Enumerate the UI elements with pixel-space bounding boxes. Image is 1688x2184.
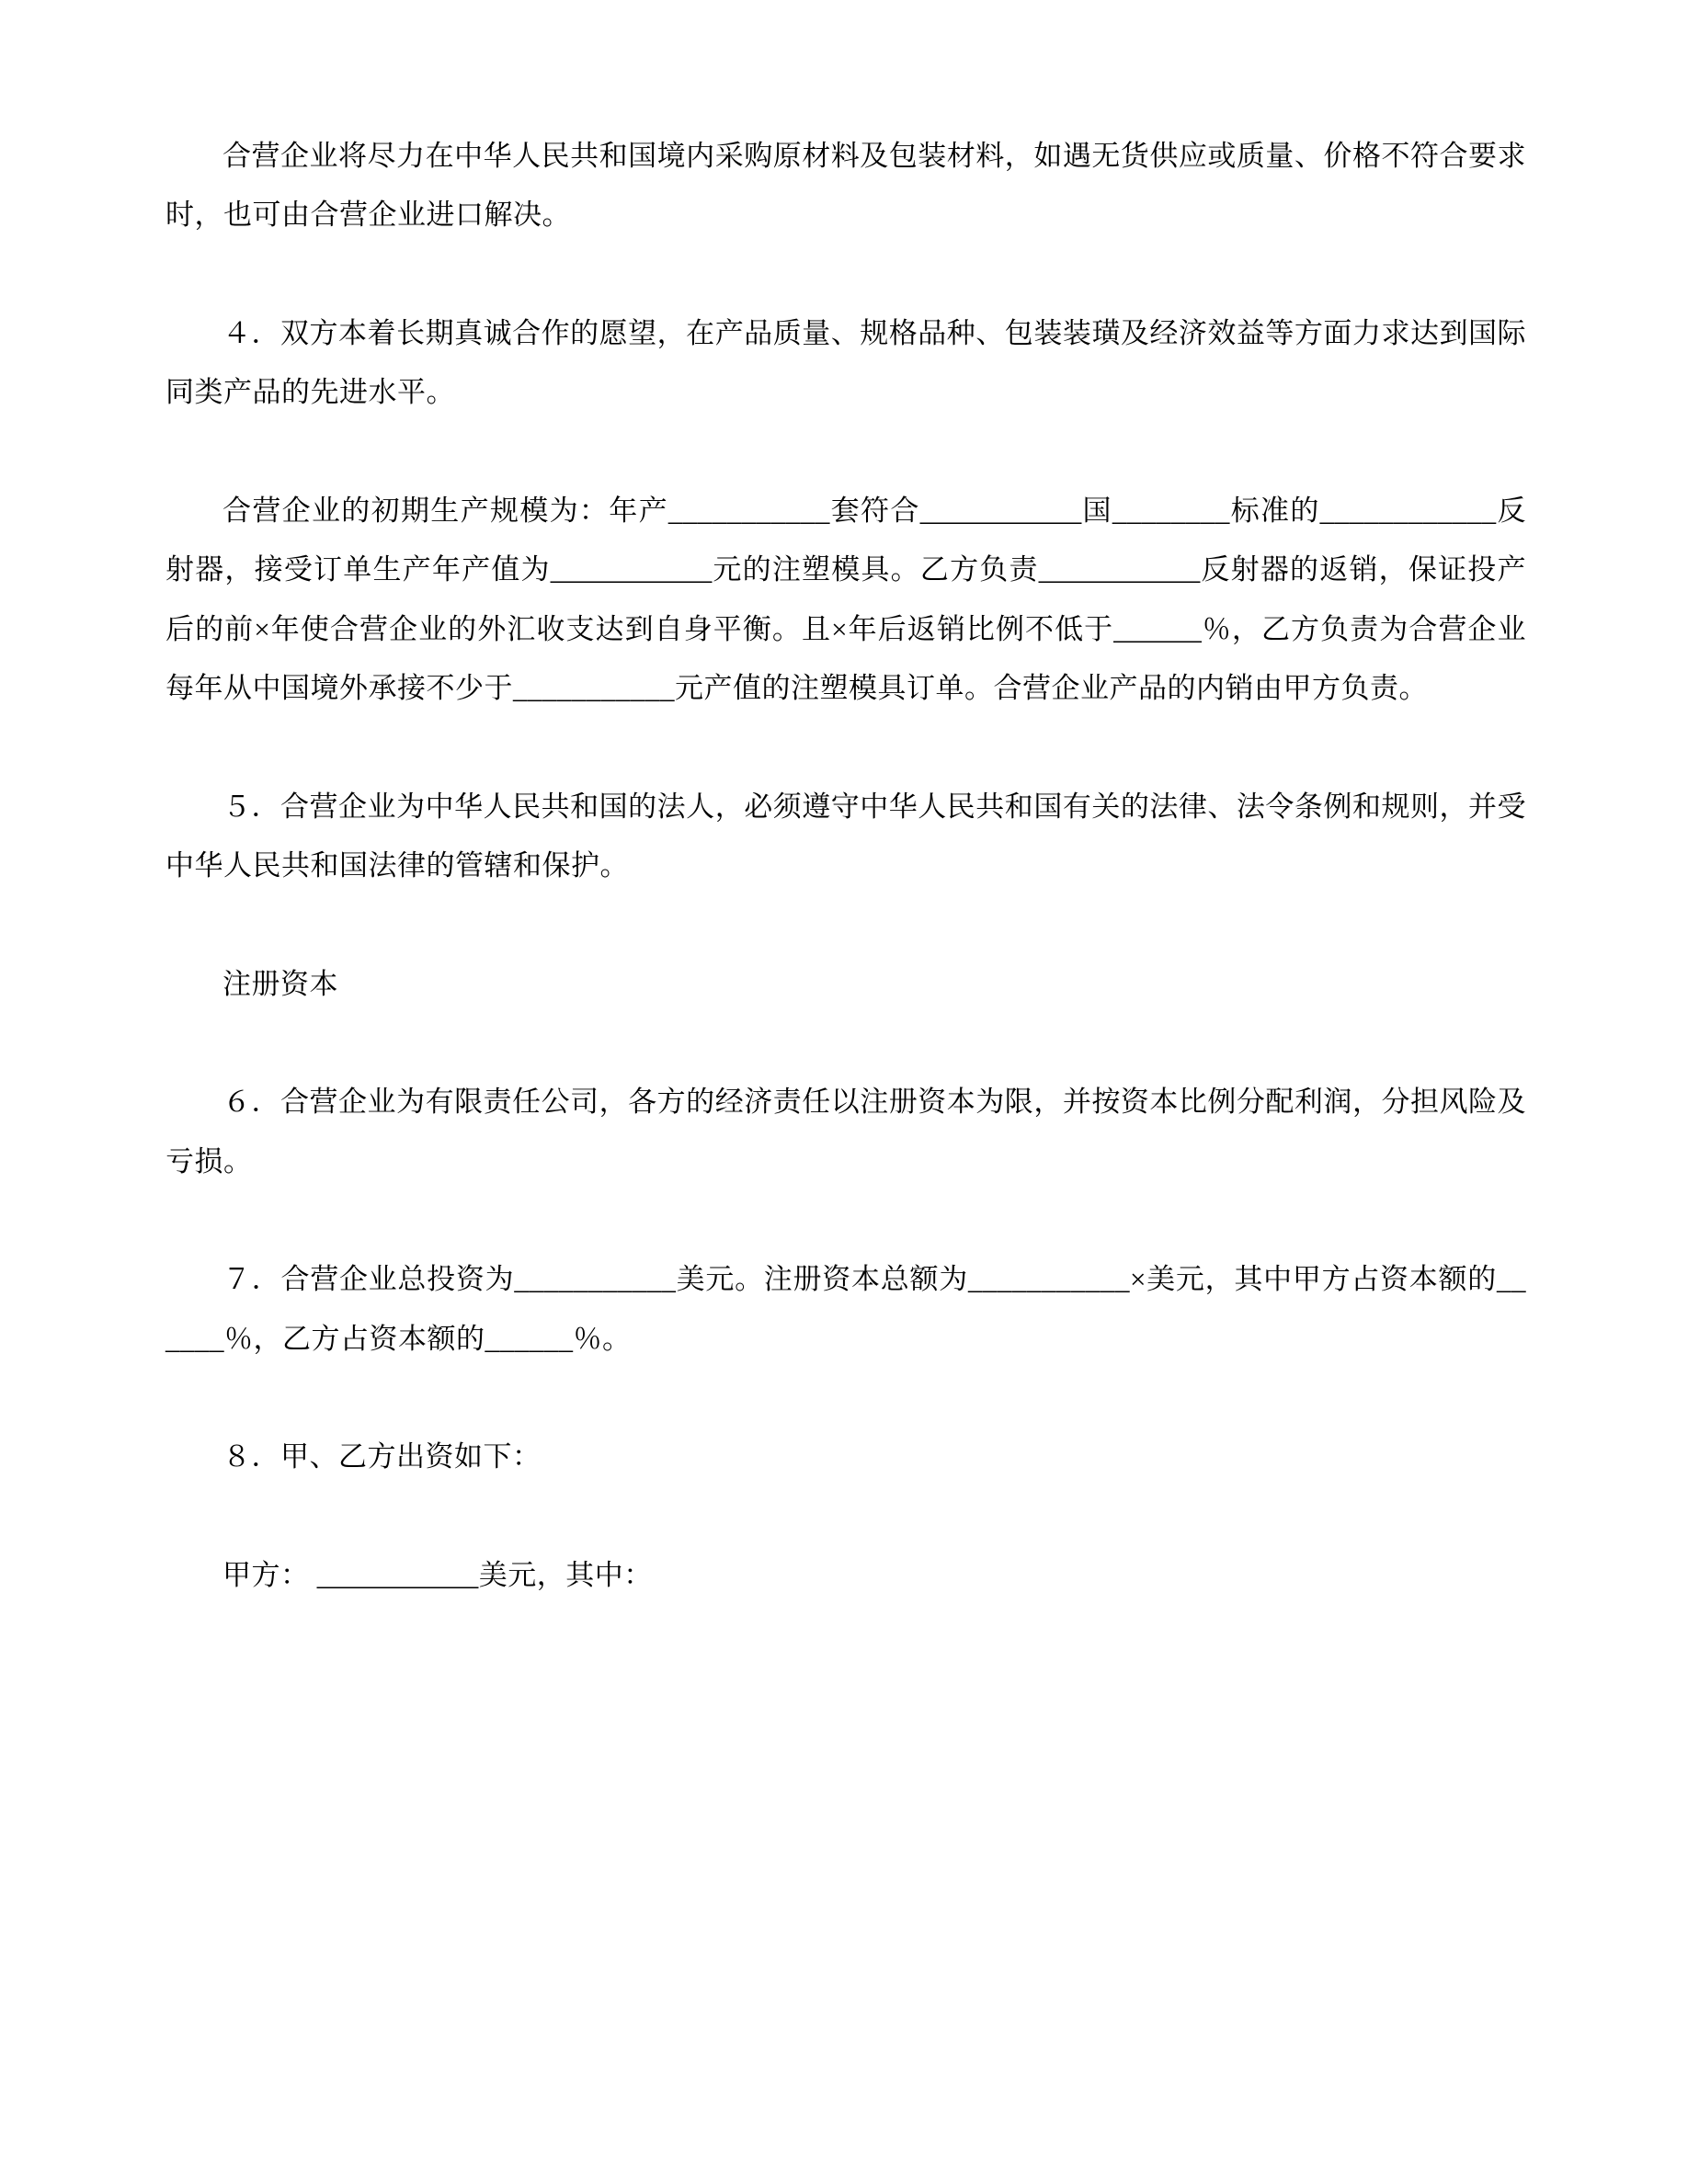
paragraph-clause-4-cooperation: ４．双方本着长期真诚合作的愿望，在产品质量、规格品种、包装装璜及经济效益等方面力求达到国际同类产品的先进水平。: [165, 316, 1526, 409]
paragraph-clause-5-legal-person: ５．合营企业为中华人民共和国的法人，必须遵守中华人民共和国有关的法律、法令条例和规则，并受中华人民共和国法律的管辖和保护。: [165, 790, 1526, 882]
paragraph-material-sourcing: 合营企业将尽力在中华人民共和国境内采购原材料及包装材料，如遇无货供应或质量、价格不符合要求时，也可由合营企业进口解决。: [165, 140, 1526, 232]
paragraph-clause-8-contributions-intro: ８．甲、乙方出资如下：: [222, 1440, 542, 1473]
section-heading-registered-capital: 注册资本: [222, 967, 338, 1000]
paragraph-clause-6-limited-liability: ６．合营企业为有限责任公司，各方的经济责任以注册资本为限，并按资本比例分配利润，分担风险及亏损。: [165, 1086, 1526, 1177]
paragraph-initial-production-scale: 合营企业的初期生产规模为：年产___________套符合___________国________标准的____________反射器，接受订单生产年产值为___________元的注塑模具。乙方负责___________反射器的返销，保证投产后的前×年使合营企业的外汇收支达到自身平衡。且×年后返销比例不低于______％，乙方负责为合营企业每年从中国境外承接不少于___________元产值的注塑模具订单。合营企业产品的内销由甲方负责。: [165, 494, 1526, 705]
paragraph-party-a-contribution: 甲方： ___________美元，其中：: [222, 1558, 653, 1591]
paragraph-clause-7-total-investment: ７．合营企业总投资为___________美元。注册资本总额为___________×美元，其中甲方占资本额的______％，乙方占资本额的______％。: [165, 1263, 1526, 1355]
